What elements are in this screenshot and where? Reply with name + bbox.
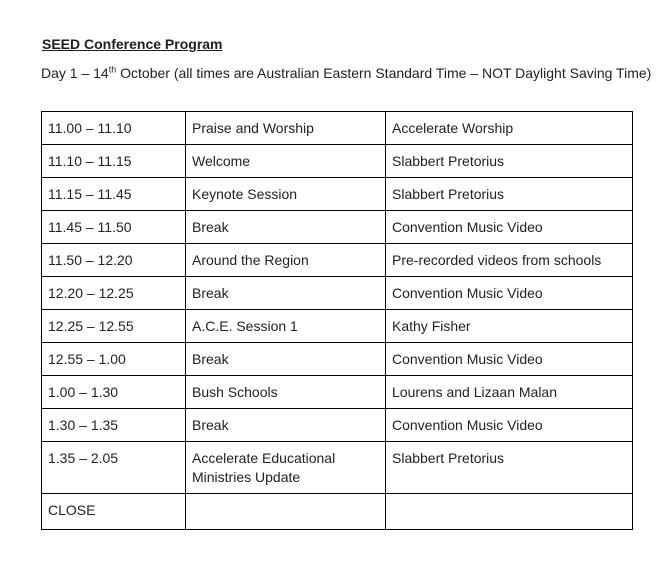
time-cell: 11.10 – 11.15	[42, 145, 186, 178]
presenter-cell: Kathy Fisher	[386, 310, 633, 343]
presenter-cell: Pre-recorded videos from schools	[386, 244, 633, 277]
session-cell: Praise and Worship	[186, 112, 386, 145]
time-cell: 1.00 – 1.30	[42, 376, 186, 409]
time-cell: 1.35 – 2.05	[42, 442, 186, 494]
time-cell: 12.55 – 1.00	[42, 343, 186, 376]
session-cell: Accelerate Educational Ministries Update	[186, 442, 386, 494]
day-description	[41, 64, 653, 83]
session-cell: Break	[186, 211, 386, 244]
presenter-cell: Slabbert Pretorius	[386, 145, 633, 178]
session-cell: Keynote Session	[186, 178, 386, 211]
session-cell: A.C.E. Session 1	[186, 310, 386, 343]
presenter-cell: Slabbert Pretorius	[386, 442, 633, 494]
presenter-cell	[386, 494, 633, 530]
presenter-cell: Convention Music Video	[386, 343, 633, 376]
session-cell: Around the Region	[186, 244, 386, 277]
time-cell: 11.00 – 11.10	[42, 112, 186, 145]
session-cell	[186, 494, 386, 530]
presenter-cell: Convention Music Video	[386, 277, 633, 310]
schedule-row	[42, 442, 633, 494]
presenter-cell: Slabbert Pretorius	[386, 178, 633, 211]
schedule-row	[42, 343, 633, 376]
presenter-cell: Convention Music Video	[386, 211, 633, 244]
time-cell: 12.25 – 12.55	[42, 310, 186, 343]
time-cell: 11.45 – 11.50	[42, 211, 186, 244]
session-cell: Welcome	[186, 145, 386, 178]
schedule-row	[42, 112, 633, 145]
session-cell: Break	[186, 277, 386, 310]
schedule-row	[42, 211, 633, 244]
session-cell: Break	[186, 343, 386, 376]
session-cell: Bush Schools	[186, 376, 386, 409]
day-description-prefix: Day 1 – 14	[41, 65, 109, 81]
time-cell: 11.15 – 11.45	[42, 178, 186, 211]
schedule-row	[42, 310, 633, 343]
time-cell: 12.20 – 12.25	[42, 277, 186, 310]
schedule-row	[42, 277, 633, 310]
session-cell: Break	[186, 409, 386, 442]
schedule-row	[42, 494, 633, 530]
schedule-table	[41, 111, 633, 530]
presenter-cell: Accelerate Worship	[386, 112, 633, 145]
schedule-row	[42, 244, 633, 277]
time-cell: 1.30 – 1.35	[42, 409, 186, 442]
presenter-cell: Lourens and Lizaan Malan	[386, 376, 633, 409]
time-cell: CLOSE	[42, 494, 186, 530]
document-title: SEED Conference Program	[42, 36, 223, 52]
day-description-suffix: October (all times are Australian Eastern Standard Time – NOT Daylight Saving Time)	[116, 65, 652, 81]
time-cell: 11.50 – 12.20	[42, 244, 186, 277]
schedule-row	[42, 178, 633, 211]
schedule-row	[42, 145, 633, 178]
day-ordinal-suffix: th	[108, 64, 117, 75]
schedule-row	[42, 376, 633, 409]
schedule-row	[42, 409, 633, 442]
presenter-cell: Convention Music Video	[386, 409, 633, 442]
